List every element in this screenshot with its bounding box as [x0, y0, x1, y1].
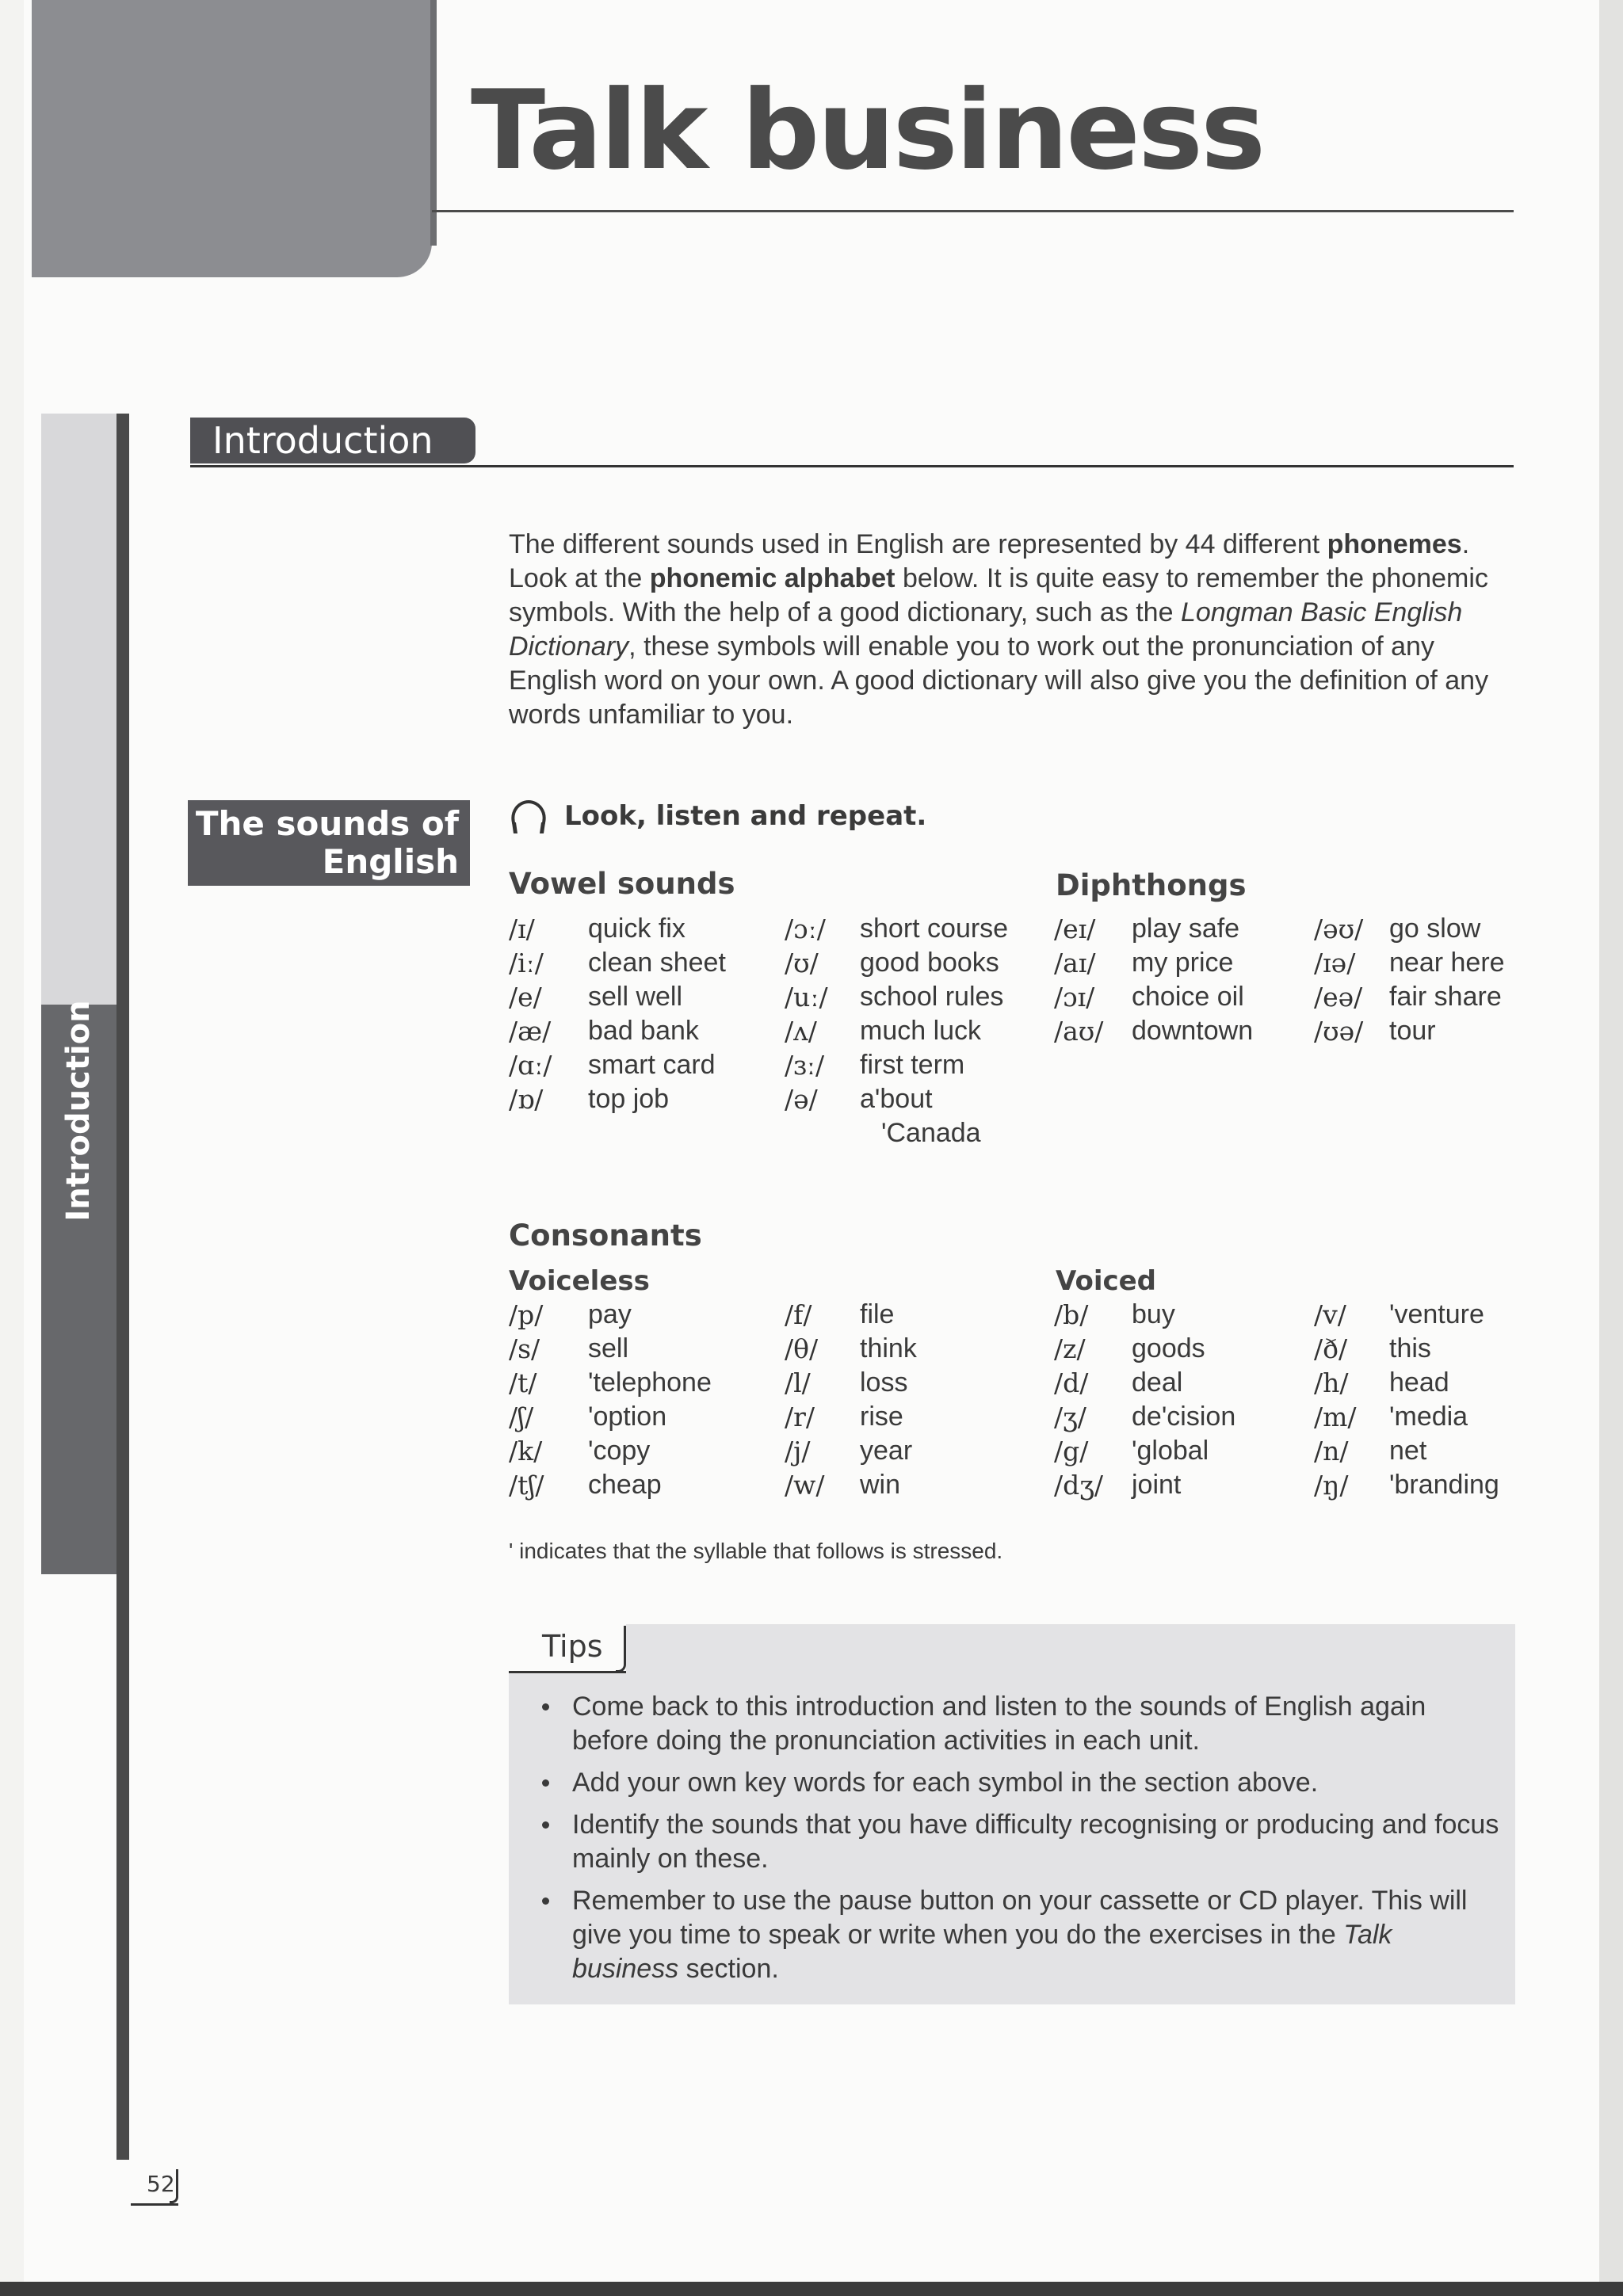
- phoneme-row: [509, 1434, 712, 1468]
- phoneme-symbol: /əʊ/: [1314, 913, 1364, 944]
- example-words: sell: [588, 1333, 629, 1363]
- phoneme-row: [509, 946, 726, 980]
- intro-paragraph: [509, 528, 1515, 732]
- phoneme-symbol: /æ/: [509, 1016, 552, 1047]
- phoneme-symbol: /j/: [785, 1436, 811, 1466]
- phoneme-row: [785, 1116, 1008, 1150]
- example-words: much luck: [860, 1016, 982, 1046]
- example-words: 'copy: [588, 1436, 651, 1466]
- phoneme-row: [1314, 1400, 1499, 1434]
- phoneme-symbol: /s/: [509, 1333, 540, 1364]
- example-words: good books: [860, 948, 999, 978]
- phoneme-row: [509, 1332, 712, 1366]
- phoneme-symbol: /aɪ/: [1054, 948, 1096, 978]
- phoneme-symbol: /ʃ/: [509, 1402, 534, 1432]
- example-words: loss: [860, 1367, 908, 1398]
- voiced-heading: Voiced: [1056, 1265, 1157, 1297]
- header-box: [32, 0, 432, 277]
- voiceless-col1: [509, 1298, 712, 1502]
- page-number: [131, 2169, 178, 2206]
- example-words: buy: [1132, 1299, 1175, 1329]
- consonants-heading: Consonants: [509, 1219, 702, 1253]
- phoneme-symbol: /e/: [509, 982, 542, 1013]
- phoneme-row: [785, 1434, 917, 1468]
- phoneme-row: [1314, 912, 1505, 946]
- phoneme-symbol: /eɪ/: [1054, 913, 1096, 944]
- phoneme-symbol: /ð/: [1314, 1333, 1348, 1364]
- phoneme-row: [785, 980, 1008, 1014]
- title-rule: [432, 210, 1514, 212]
- phoneme-symbol: /θ/: [785, 1333, 819, 1364]
- example-words: near here: [1389, 948, 1505, 978]
- phoneme-symbol: /eə/: [1314, 982, 1363, 1013]
- voiced-col2: [1314, 1298, 1499, 1502]
- intro-text-4: , these symbols will enable you to work out the pronunciation of any English word on your own. A good dictionary will also give you the definition of any words unfamiliar to you.: [509, 631, 1489, 730]
- example-words: a'bout: [860, 1084, 933, 1114]
- example-words: year: [860, 1436, 913, 1466]
- phoneme-symbol: /k/: [509, 1436, 543, 1466]
- phoneme-row: [1314, 980, 1505, 1014]
- phoneme-row: [1054, 1014, 1253, 1048]
- tip-text-end: section.: [678, 1954, 779, 1984]
- phoneme-row: [785, 1082, 1008, 1116]
- phoneme-symbol: /iː/: [509, 948, 544, 978]
- phoneme-row: [1054, 1434, 1235, 1468]
- example-words: this: [1389, 1333, 1431, 1363]
- phoneme-symbol: /g/: [1054, 1436, 1089, 1466]
- phoneme-row: [509, 1468, 712, 1502]
- phoneme-row: [785, 946, 1008, 980]
- intro-rule: [190, 465, 1514, 467]
- example-words: 'telephone: [588, 1367, 712, 1398]
- phoneme-symbol: /ʊ/: [785, 948, 819, 978]
- phoneme-row: [509, 980, 726, 1014]
- phoneme-row: [1054, 1468, 1235, 1502]
- phoneme-symbol-blank: [785, 1116, 860, 1150]
- page-edge: [1599, 0, 1623, 2296]
- intro-text-2: . Look at the: [509, 529, 1470, 593]
- phoneme-symbol: /z/: [1054, 1333, 1086, 1364]
- phoneme-symbol: /r/: [785, 1402, 815, 1432]
- phoneme-row: [1314, 1332, 1499, 1366]
- example-words: play safe: [1132, 913, 1240, 944]
- vowels-col2: [785, 912, 1008, 1150]
- phoneme-symbol: /t/: [509, 1367, 537, 1398]
- side-tab-label: Introduction: [60, 1000, 97, 1222]
- phoneme-symbol: /l/: [785, 1367, 811, 1398]
- phoneme-row: [785, 1400, 917, 1434]
- voiced-col1: [1054, 1298, 1235, 1502]
- example-words: 'Canada: [881, 1118, 981, 1148]
- tips-label: [509, 1616, 626, 1673]
- tip-item: Identify the sounds that you have difficulty recognising or producing and focus mainly on these.: [533, 1808, 1503, 1876]
- phoneme-symbol: /ɪ/: [509, 913, 535, 944]
- phoneme-symbol: /m/: [1314, 1402, 1357, 1432]
- vowel-heading: Vowel sounds: [509, 867, 735, 901]
- phoneme-row: [509, 1048, 726, 1082]
- phoneme-row: [785, 1298, 917, 1332]
- tips-list: [533, 1690, 1503, 1994]
- phoneme-symbol: /ʒ/: [1054, 1402, 1086, 1432]
- diphthongs-col1: [1054, 912, 1253, 1048]
- phoneme-symbol: /ʌ/: [785, 1016, 817, 1047]
- phoneme-row: [1054, 1298, 1235, 1332]
- intro-heading: Introduction: [190, 418, 475, 463]
- example-words: school rules: [860, 982, 1004, 1012]
- phoneme-symbol: /f/: [785, 1299, 812, 1330]
- example-words: short course: [860, 913, 1009, 944]
- example-words: quick fix: [588, 913, 685, 944]
- intro-text-1: The different sounds used in English are represented by 44 different: [509, 529, 1327, 559]
- phoneme-row: [509, 1298, 712, 1332]
- phoneme-symbol: /n/: [1314, 1436, 1349, 1466]
- example-words: file: [860, 1299, 895, 1329]
- phoneme-symbol: /w/: [785, 1470, 825, 1501]
- example-words: tour: [1389, 1016, 1436, 1046]
- phoneme-symbol: /ɒ/: [509, 1084, 544, 1115]
- phoneme-symbol: /b/: [1054, 1299, 1089, 1330]
- phoneme-symbol: /d/: [1054, 1367, 1089, 1398]
- phoneme-row: [1314, 1468, 1499, 1502]
- tip-item: Come back to this introduction and listen to the sounds of English again before doing the pronunciation activities in each unit.: [533, 1690, 1503, 1758]
- phoneme-symbol: /uː/: [785, 982, 828, 1013]
- example-words: deal: [1132, 1367, 1183, 1398]
- example-words: 'media: [1389, 1402, 1468, 1432]
- phoneme-row: [1054, 1366, 1235, 1400]
- example-words: goods: [1132, 1333, 1205, 1363]
- phoneme-row: [1054, 946, 1253, 980]
- example-words: head: [1389, 1367, 1449, 1398]
- intro-text-3: below. It is quite easy to remember the phonemic symbols. With the help of a good dictionary, such as the: [509, 563, 1488, 627]
- phoneme-row: [1054, 1332, 1235, 1366]
- phoneme-symbol: /ŋ/: [1314, 1470, 1349, 1501]
- phoneme-row: [785, 1366, 917, 1400]
- phoneme-row: [509, 912, 726, 946]
- example-words: 'venture: [1389, 1299, 1484, 1329]
- example-words: my price: [1132, 948, 1234, 978]
- vowels-col1: [509, 912, 726, 1116]
- phoneme-row: [1314, 946, 1505, 980]
- diphthong-heading: Diphthongs: [1056, 868, 1247, 902]
- example-words: joint: [1132, 1470, 1182, 1500]
- intro-dictionary-title: Longman Basic English Dictionary: [509, 597, 1463, 662]
- diphthongs-col2: [1314, 912, 1505, 1048]
- phoneme-symbol: /ɔɪ/: [1054, 982, 1095, 1013]
- phoneme-symbol: /ɜː/: [785, 1050, 825, 1081]
- phoneme-row: [785, 1014, 1008, 1048]
- tip-italic-title: Talk business: [572, 1920, 1392, 1984]
- phoneme-symbol: /tʃ/: [509, 1470, 544, 1501]
- phoneme-row: [1054, 912, 1253, 946]
- phoneme-symbol: /ɔː/: [785, 913, 826, 944]
- example-words: win: [860, 1470, 901, 1500]
- phoneme-row: [1314, 1298, 1499, 1332]
- phoneme-row: [509, 1400, 712, 1434]
- example-words: top job: [588, 1084, 670, 1114]
- intro-bold-alphabet: phonemic alphabet: [649, 563, 896, 593]
- stress-note: ' indicates that the syllable that follows is stressed.: [509, 1539, 1003, 1563]
- phoneme-row: [785, 1332, 917, 1366]
- phoneme-row: [509, 1366, 712, 1400]
- phoneme-row: [785, 1048, 1008, 1082]
- tip-item: [533, 1884, 1503, 1986]
- phoneme-symbol: /aʊ/: [1054, 1016, 1104, 1047]
- example-words: rise: [860, 1402, 903, 1432]
- phoneme-symbol: /p/: [509, 1299, 544, 1330]
- example-words: pay: [588, 1299, 632, 1329]
- instruction: Look, listen and repeat.: [564, 800, 927, 832]
- sounds-tab: [188, 800, 470, 886]
- page-title: Talk business: [471, 67, 1264, 194]
- phoneme-symbol: /h/: [1314, 1367, 1349, 1398]
- phoneme-row: [1314, 1014, 1505, 1048]
- example-words: sell well: [588, 982, 683, 1012]
- example-words: cheap: [588, 1470, 662, 1500]
- example-words: 'branding: [1389, 1470, 1499, 1500]
- voiceless-col2: [785, 1298, 917, 1502]
- example-words: de'cision: [1132, 1402, 1236, 1432]
- phoneme-row: [509, 1014, 726, 1048]
- sounds-tab-line1: The sounds of: [195, 804, 459, 843]
- phoneme-row: [1054, 980, 1253, 1014]
- phoneme-symbol: /ə/: [785, 1084, 818, 1115]
- bottom-strip: [0, 2282, 1623, 2296]
- example-words: smart card: [588, 1050, 716, 1080]
- headphones-icon: [508, 799, 549, 837]
- example-words: bad bank: [588, 1016, 699, 1046]
- tip-text: Remember to use the pause button on your cassette or CD player. This will give you time to speak or write when you do the exercises in the: [572, 1886, 1468, 1950]
- intro-bold-phonemes: phonemes: [1327, 529, 1462, 559]
- tips-label-text: Tips: [542, 1629, 603, 1664]
- phoneme-symbol: /ɪə/: [1314, 948, 1356, 978]
- example-words: first term: [860, 1050, 965, 1080]
- example-words: choice oil: [1132, 982, 1244, 1012]
- example-words: fair share: [1389, 982, 1502, 1012]
- example-words: 'option: [588, 1402, 667, 1432]
- phoneme-symbol: /ʊə/: [1314, 1016, 1364, 1047]
- example-words: net: [1389, 1436, 1427, 1466]
- phoneme-row: [1054, 1400, 1235, 1434]
- sounds-tab-line2: English: [322, 842, 459, 881]
- tip-item: Add your own key words for each symbol in the section above.: [533, 1766, 1503, 1800]
- side-bar: [116, 414, 129, 2160]
- phoneme-symbol: /ɑː/: [509, 1050, 552, 1081]
- example-words: clean sheet: [588, 948, 726, 978]
- phoneme-symbol: /v/: [1314, 1299, 1346, 1330]
- page-number-text: 52: [147, 2171, 175, 2197]
- phoneme-symbol: /dʒ/: [1054, 1470, 1103, 1501]
- example-words: think: [860, 1333, 917, 1363]
- example-words: 'global: [1132, 1436, 1209, 1466]
- phoneme-row: [785, 912, 1008, 946]
- example-words: go slow: [1389, 913, 1481, 944]
- example-words: downtown: [1132, 1016, 1254, 1046]
- phoneme-row: [785, 1468, 917, 1502]
- voiceless-heading: Voiceless: [509, 1265, 650, 1297]
- phoneme-row: [1314, 1434, 1499, 1468]
- phoneme-row: [1314, 1366, 1499, 1400]
- phoneme-row: [509, 1082, 726, 1116]
